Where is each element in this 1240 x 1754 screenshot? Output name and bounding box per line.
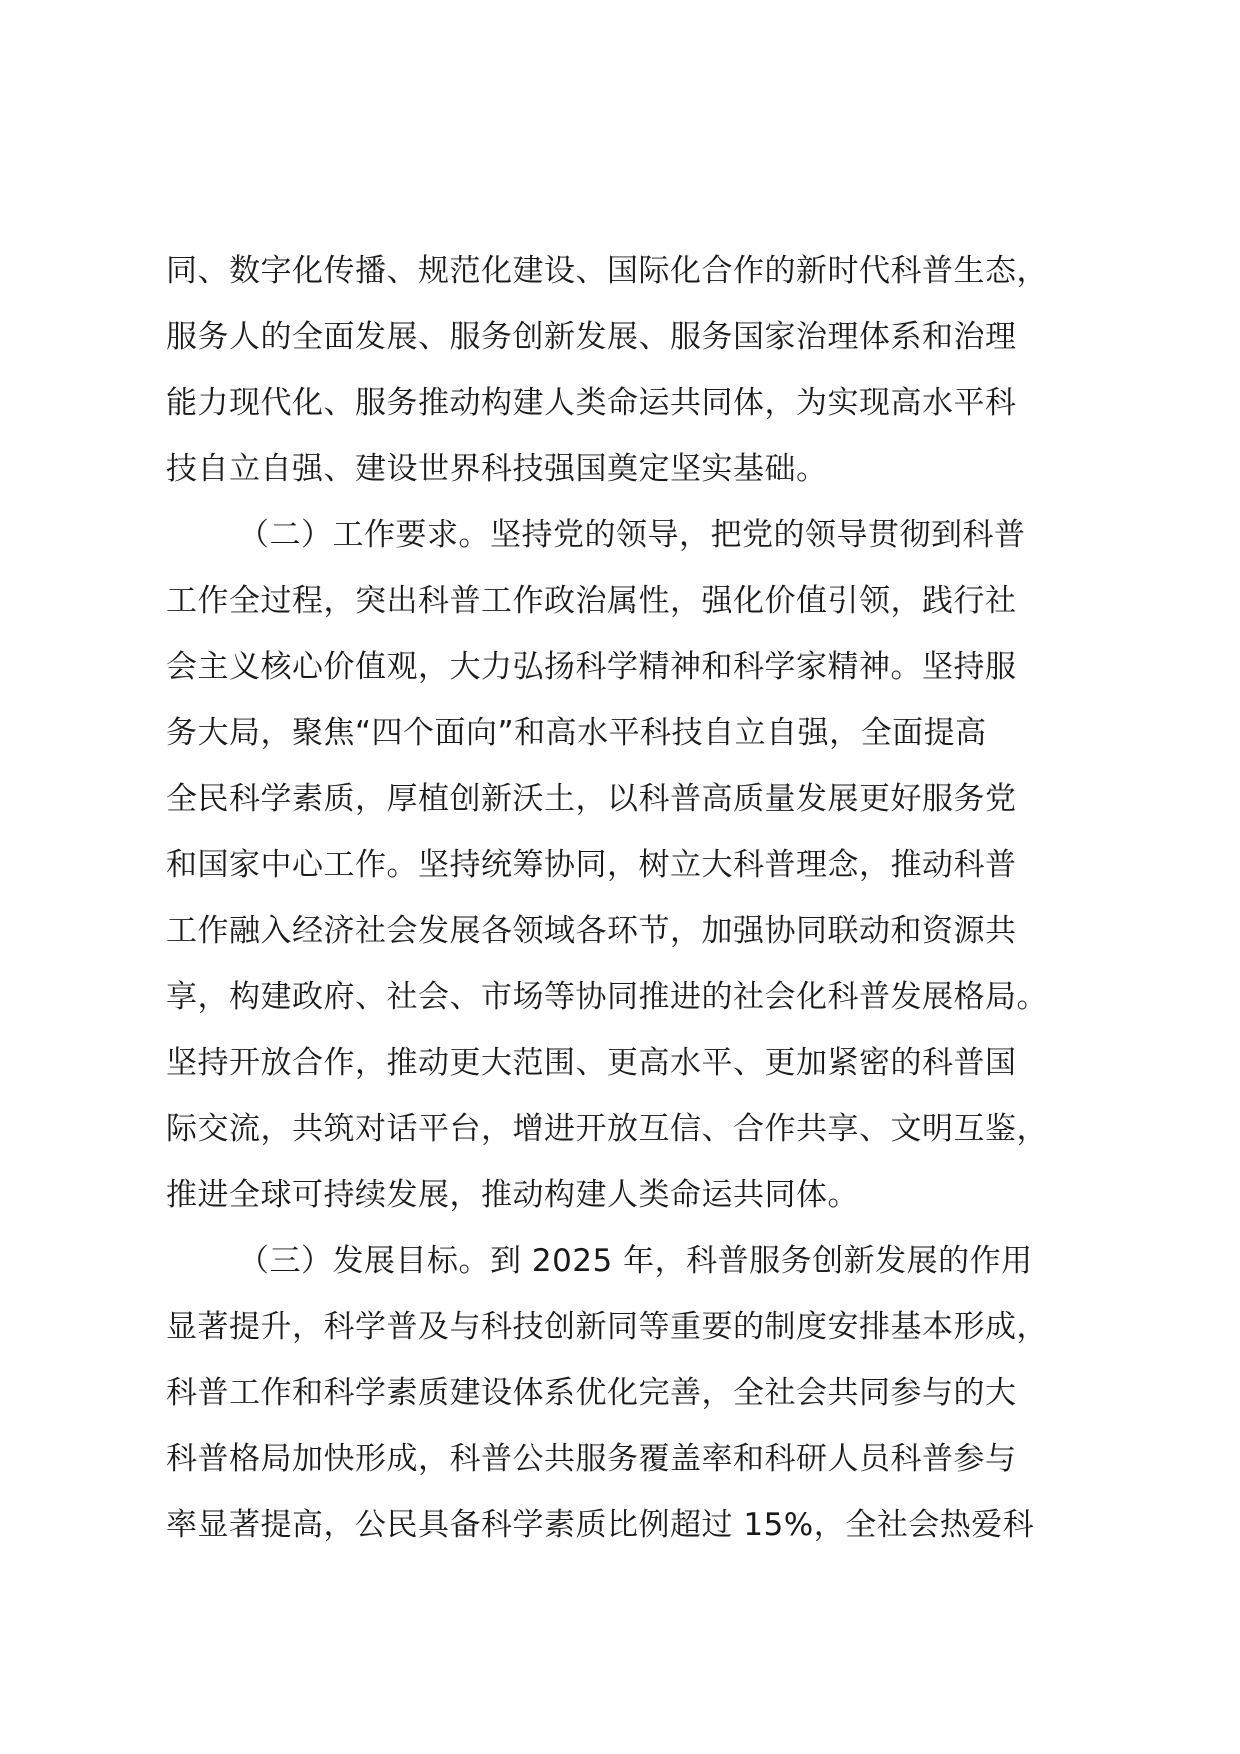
text-line: 工作全过程，突出科普工作政治属性，强化价值引领，践行社 — [166, 583, 1017, 619]
body-text — [166, 238, 1126, 1558]
text-line: 享，构建政府、社会、市场等协同推进的社会化科普发展格局。 — [166, 979, 1048, 1015]
paragraph-heading-development-goals: （三）发展目标。到 2025 年，科普服务创新发展的作用 — [238, 1243, 1033, 1279]
text-line: 和国家中心工作。坚持统筹协同，树立大科普理念，推动科普 — [166, 847, 1017, 883]
paragraph-heading-work-requirements: （二）工作要求。坚持党的领导，把党的领导贯彻到科普 — [238, 517, 1026, 553]
text-line: 会主义核心价值观，大力弘扬科学精神和科学家精神。坚持服 — [166, 649, 1017, 685]
text-line: 同、数字化传播、规范化建设、国际化合作的新时代科普生态， — [166, 253, 1048, 289]
text-line: 工作融入经济社会发展各领域各环节，加强协同联动和资源共 — [166, 913, 1017, 949]
text-line: 推进全球可持续发展，推动构建人类命运共同体。 — [166, 1177, 859, 1213]
text-line: 坚持开放合作，推动更大范围、更高水平、更加紧密的科普国 — [166, 1045, 1017, 1081]
text-line: 务大局，聚焦“四个面向”和高水平科技自立自强，全面提高 — [166, 715, 987, 751]
text-line: 科普工作和科学素质建设体系优化完善，全社会共同参与的大 — [166, 1375, 1017, 1411]
text-line: 技自立自强、建设世界科技强国奠定坚实基础。 — [166, 451, 828, 487]
text-line: 科普格局加快形成，科普公共服务覆盖率和科研人员科普参与 — [166, 1441, 1017, 1477]
text-line: 全民科学素质，厚植创新沃土，以科普高质量发展更好服务党 — [166, 781, 1017, 817]
text-line: 服务人的全面发展、服务创新发展、服务国家治理体系和治理 — [166, 319, 1017, 355]
text-line: 率显著提高，公民具备科学素质比例超过 15%，全社会热爱科 — [166, 1507, 1035, 1543]
text-line: 能力现代化、服务推动构建人类命运共同体，为实现高水平科 — [166, 385, 1017, 421]
text-line: 显著提升，科学普及与科技创新同等重要的制度安排基本形成， — [166, 1309, 1048, 1345]
text-line: 际交流，共筑对话平台，增进开放互信、合作共享、文明互鉴， — [166, 1111, 1048, 1147]
